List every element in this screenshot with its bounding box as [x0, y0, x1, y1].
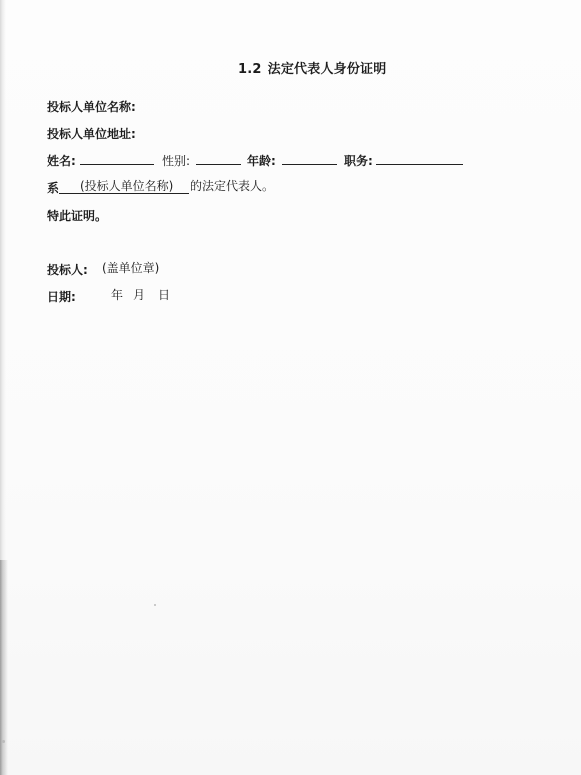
scan-speck: [2, 740, 5, 743]
date-year: 年: [111, 288, 124, 302]
date-month: 月: [133, 288, 146, 302]
position-blank-line: [376, 164, 463, 165]
gender-label: 性别:: [162, 154, 191, 168]
name-blank-line: [80, 164, 154, 165]
bidder-address-label: 投标人单位地址:: [47, 127, 136, 141]
bidder-sign-label: 投标人:: [47, 263, 88, 277]
scan-speck: [154, 604, 156, 606]
title-text: 法定代表人身份证明: [267, 62, 387, 77]
date-day: 日: [158, 288, 171, 302]
certify-text: 特此证明。: [47, 209, 108, 223]
gender-blank-line: [196, 164, 241, 165]
relation-prefix: 系: [47, 181, 60, 195]
date-label: 日期:: [47, 290, 76, 304]
name-label: 姓名:: [47, 154, 76, 168]
title-number: 1.2: [238, 62, 262, 77]
relation-blank-line: [59, 193, 189, 194]
relation-placeholder: (投标人单位名称): [80, 179, 174, 193]
age-label: 年龄:: [247, 154, 276, 168]
bidder-name-label: 投标人单位名称:: [47, 100, 136, 114]
age-blank-line: [282, 164, 337, 165]
page-title: [238, 58, 386, 77]
position-label: 职务:: [344, 154, 373, 168]
relation-suffix: 的法定代表人。: [190, 179, 275, 193]
seal-text: (盖单位章): [102, 261, 160, 275]
